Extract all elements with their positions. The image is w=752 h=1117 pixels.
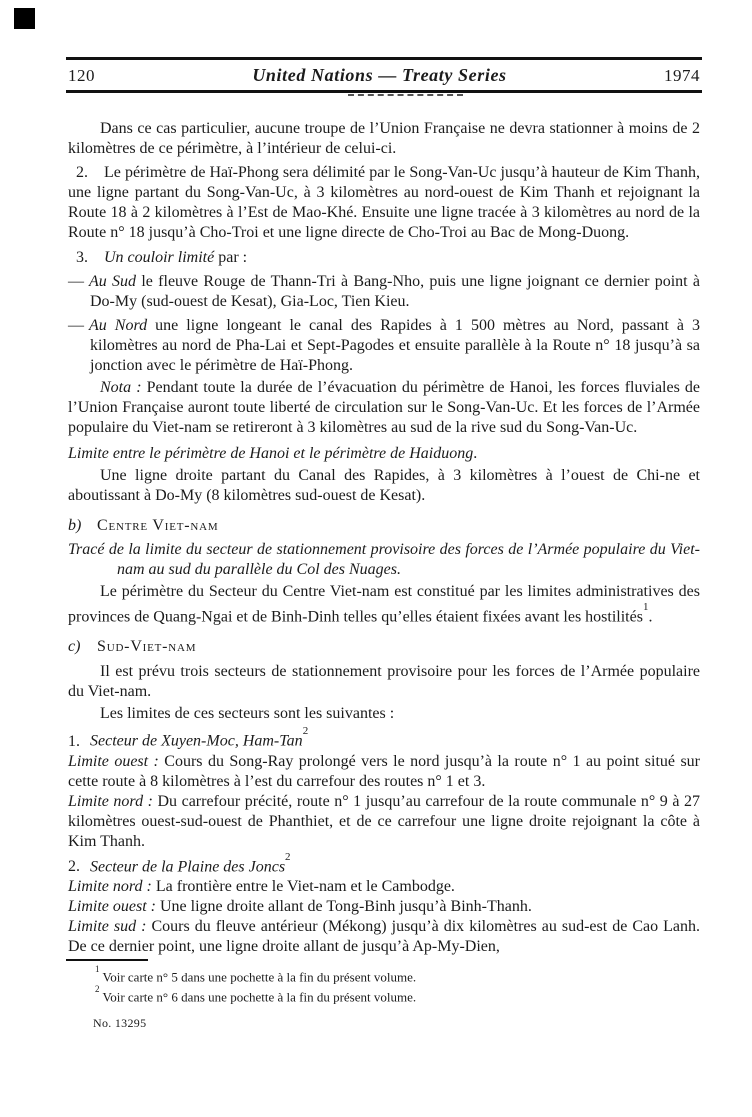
secteur-2-limite-ouest [68, 897, 700, 917]
limite-nord-text: Du carrefour précité, route n° 1 jusqu’au carrefour de la route communale n° 9 à 27 kilomètres ouest-sud-ouest de Phanthiet, et de ce carrefour une ligne droite rejoignant la côte à Kim Thanh. [68, 792, 700, 850]
nota-paragraph [68, 378, 700, 438]
limite-nord-text: La frontière entre le Viet-nam et le Cambodge. [151, 877, 455, 895]
secteur-1-body [68, 752, 700, 852]
heading-period: . [473, 445, 478, 462]
paragraph-2-number: 2. [76, 164, 88, 181]
section-b-label: b) [68, 517, 82, 534]
paragraph-3-rest: par : [214, 249, 248, 266]
paragraph-3-italic: Un couloir limité [104, 249, 215, 266]
nota-text: Pendant toute la durée de l’évacuation du périmètre de Hanoi, les forces fluviales de l’Union Française auront toute liberté de circulation sur le Song-Van-Uc. Et les forces de l’Armée populaire du Viet-nam se retireront à 3 kilomètres au sud de la rive sud du Song-Van-Uc. [68, 379, 700, 436]
secteur-1-limite-nord [68, 792, 700, 852]
limite-ouest-text: Cours du Song-Ray prolongé vers le nord jusqu’à la route n° 1 au point situé sur cette route à 8 kilomètres à l’est du carrefour des routes n° 1 et 3. [68, 752, 700, 790]
list-item-au-sud [68, 272, 700, 312]
scan-corner-mark [14, 8, 35, 29]
limite-hanoi-haiduong-text: Une ligne droite partant du Canal des Rapides, à 3 kilomètres à l’ouest de Chi-ne et aboutissant à Do-My (8 kilomètres sud-ouest de Kesat). [68, 467, 700, 504]
year-label: 1974 [664, 66, 700, 85]
paragraph-3-number: 3. [76, 249, 88, 266]
section-c-heading [68, 637, 700, 657]
secteur-1-name: Secteur de Xuyen-Moc, Ham-Tan [90, 732, 303, 750]
limite-ouest-label: Limite ouest : [68, 897, 156, 915]
limite-sud-label: Limite sud : [68, 917, 147, 935]
centre-paragraph [68, 582, 700, 627]
nota-label: Nota : [100, 379, 142, 396]
secteur-2-limite-nord [68, 877, 700, 897]
journal-title: United Nations — Treaty Series [252, 65, 507, 85]
footnote-1-text: Voir carte n° 5 dans une pochette à la fin du présent volume. [102, 969, 417, 985]
secteur-1-limite-ouest [68, 752, 700, 792]
limite-ouest-label: Limite ouest : [68, 752, 159, 770]
limite-sud-text: Cours du fleuve antérieur (Mékong) jusqu’à dix kilomètres au sud-est de Cao Lanh. De ce dernier point, une ligne droite allant de jusqu’à Ap-My-Dien, [68, 917, 700, 955]
centre-period: . [648, 608, 653, 626]
limite-nord-label: Limite nord : [68, 877, 152, 895]
footnote-ref-1: 1 [642, 601, 649, 613]
limite-ouest-text: Une ligne droite allant de Tong-Binh jusqu’à Binh-Thanh. [156, 897, 532, 915]
secteur-1-number: 1. [68, 732, 80, 750]
footnote-1 [95, 965, 700, 985]
limite-hanoi-haiduong-heading [68, 444, 700, 464]
trace-heading: Tracé de la limite du secteur de stationnement provisoire des forces de l’Armée populaire du Viet-nam au sud du parallèle du Col des Nuages. [68, 541, 700, 578]
footnote-2-text: Voir carte n° 6 dans une pochette à la fin du présent volume. [102, 989, 417, 1005]
au-sud-text: le fleuve Rouge de Thann-Tri à Bang-Nho, puis une ligne joignant ce dernier point à Do-My (sud-ouest de Kesat), Gia-Loc, Tien Kieu. [90, 273, 700, 310]
section-c-label: c) [68, 638, 81, 656]
footnotes [95, 965, 700, 1006]
secteur-2-body [68, 877, 700, 957]
footnote-2-marker: 2 [95, 984, 100, 995]
page-number: 120 [68, 66, 95, 85]
footnote-2 [95, 985, 700, 1005]
section-b-title: Centre Viet-nam [97, 517, 219, 534]
section-c-title: Sud-Viet-nam [97, 638, 197, 656]
au-nord-text: une ligne longeant le canal des Rapides à 1 500 mètres au Nord, passant à 3 kilomètres au nord de Pha-Lai et Sept-Pagodes et ensuite parallèle à la Route n° 18 jusqu’à sa jonction avec le périmètre de Haï-Phong. [90, 317, 701, 374]
footnote-ref-2: 2 [302, 725, 309, 738]
centre-text: Le périmètre du Secteur du Centre Viet-nam est constitué par les limites administratives des provinces de Quang-Ngai et de Binh-Dinh telles qu’elles étaient fixées avant les hostilités [68, 583, 700, 626]
secteur-2-title [68, 852, 700, 877]
au-sud-label: Au Sud [89, 273, 137, 290]
secteur-1-title [68, 726, 700, 751]
secteur-2-limite-sud [68, 917, 700, 957]
sud-paragraph-1: Il est prévu trois secteurs de stationnement provisoire pour les forces de l’Armée populaire du Viet-nam. [68, 663, 700, 701]
heading-italic: Limite entre le périmètre de Hanoi et le périmètre de Haiduong [68, 445, 474, 462]
paragraph-2 [68, 163, 700, 243]
em-dash: — [68, 317, 84, 334]
au-nord-label: Au Nord [89, 317, 148, 334]
footnote-ref-2: 2 [285, 850, 291, 863]
document-body [68, 90, 700, 1033]
page-header [66, 57, 702, 93]
paragraph-intro: Dans ce cas particulier, aucune troupe de l’Union Française ne devra stationner à moins de 2 kilomètres de ce périmètre, à l’intérieur de celui-ci. [68, 120, 700, 157]
secteur-2-number: 2. [68, 857, 80, 875]
em-dash: — [68, 273, 84, 290]
paragraph-2-text: Le périmètre de Haï-Phong sera délimité par le Song-Van-Uc jusqu’à hauteur de Kim Thanh, une ligne partant du Song-Van-Uc, à 3 kilomètres au nord-ouest de Kim Thanh et rejoignant la Route 18 à 2 kilomètres à l’Est de Mao-Khé. Ensuite une ligne tracée à 3 kilomètres au nord de la Route n° 18 jusqu’à Cho-Troi et une ligne directe de Cho-Troi au Bac de Mong-Duong. [68, 164, 700, 241]
secteur-2-name: Secteur de la Plaine des Joncs [90, 857, 286, 875]
section-b-heading [68, 516, 700, 536]
footnote-1-marker: 1 [95, 963, 100, 974]
treaty-number: No. 13295 [93, 1015, 147, 1030]
footnote-separator-rule [66, 959, 148, 961]
limite-nord-label: Limite nord : [68, 792, 153, 810]
sud-paragraph-2: Les limites de ces secteurs sont les suivantes : [100, 705, 395, 723]
list-item-au-nord [68, 316, 700, 376]
paragraph-3 [68, 248, 700, 268]
